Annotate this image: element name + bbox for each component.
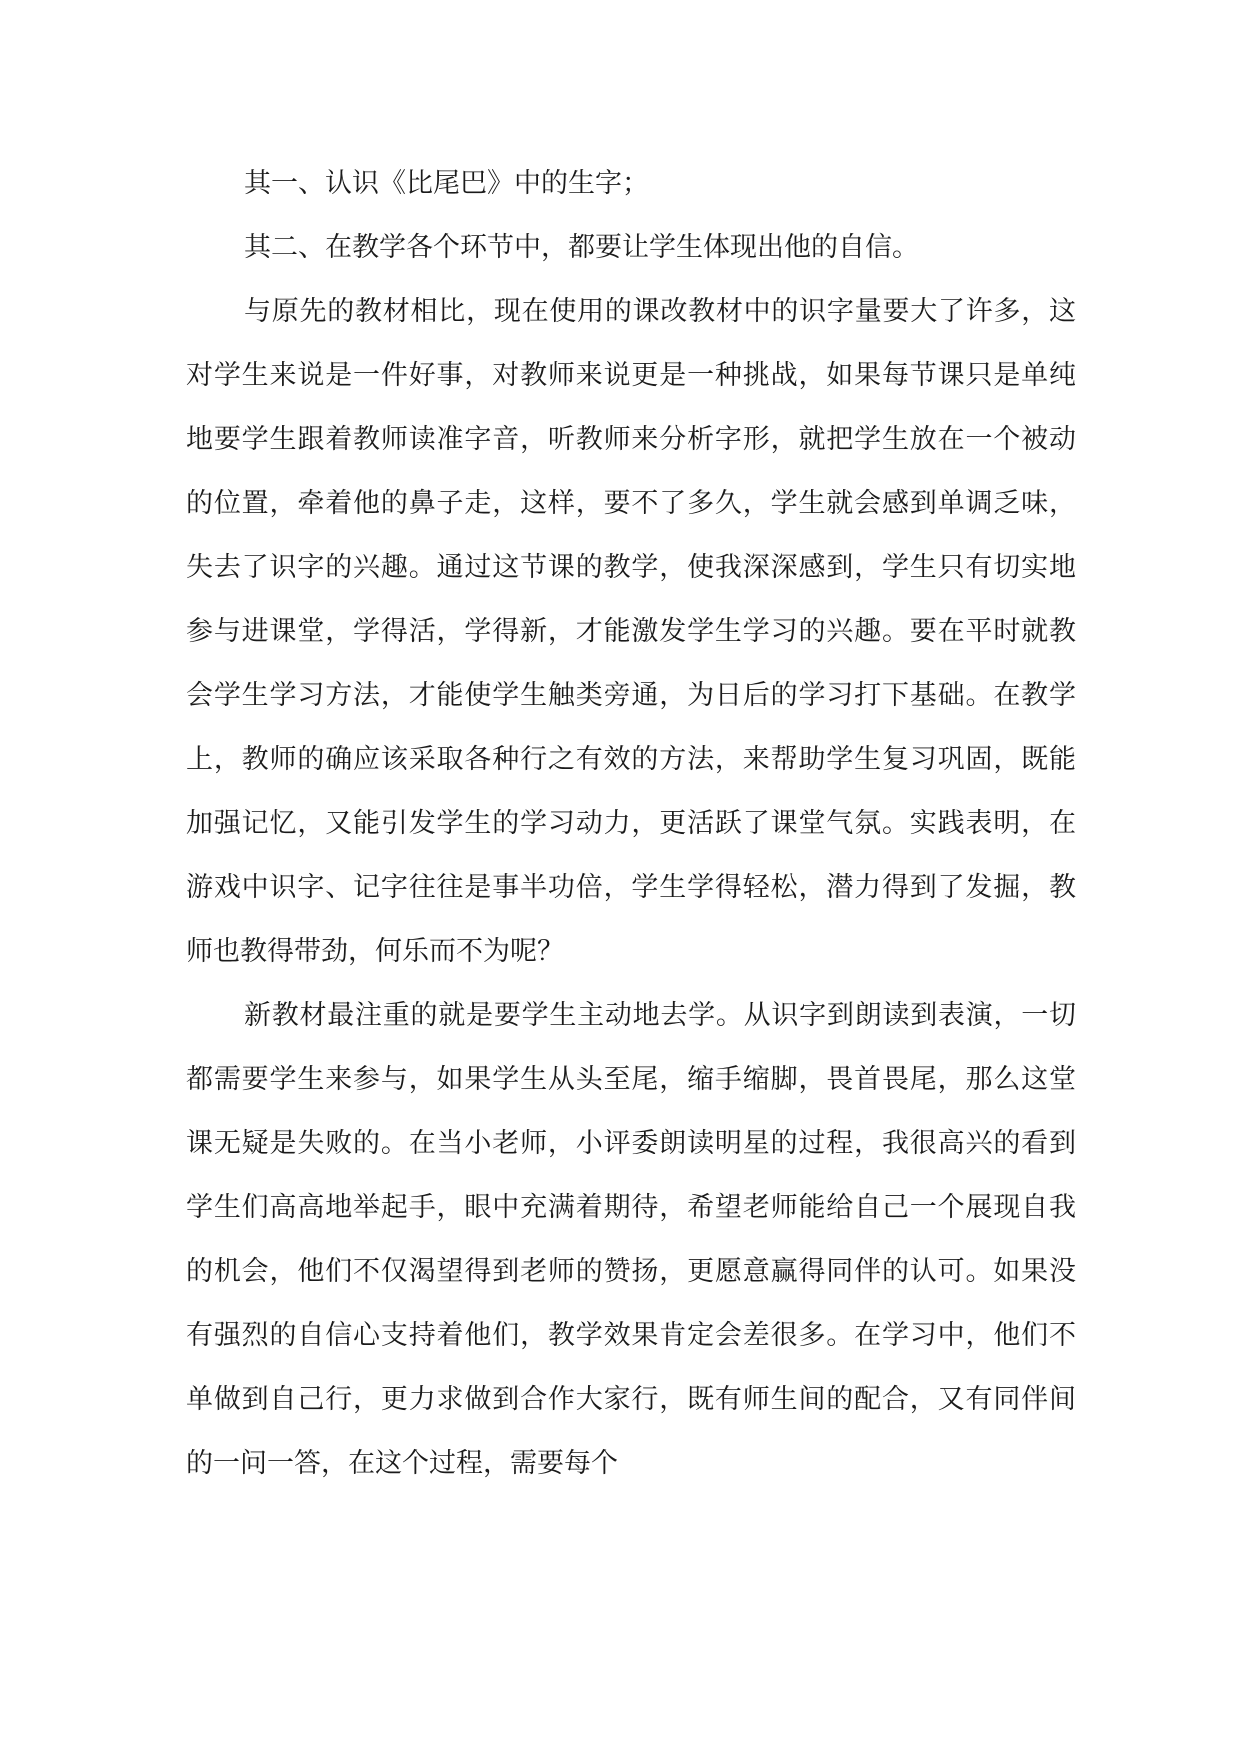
paragraph-3: 与原先的教材相比，现在使用的课改教材中的识字量要大了许多，这对学生来说是一件好事，对教师来说更是一种挑战，如果每节课只是单纯地要学生跟着教师读准字音，听教师来分析字形，就把学生放在一个被动的位置，牵着他的鼻子走，这样，要不了多久，学生就会感到单调乏味，失去了识字的兴趣。通过这节课的教学，使我深深感到，学生只有切实地参与进课堂，学得活，学得新，才能激发学生学习的兴趣。要在平时就教会学生学习方法，才能使学生触类旁通，为日后的学习打下基础。在教学上，教师的确应该采取各种行之有效的方法，来帮助学生复习巩固，既能加强记忆，又能引发学生的学习动力，更活跃了课堂气氛。实践表明，在游戏中识字、记字往往是事半功倍，学生学得轻松，潜力得到了发掘，教师也教得带劲，何乐而不为呢？	[186, 296, 1076, 967]
paragraph-2: 其二、在教学各个环节中，都要让学生体现出他的自信。	[244, 232, 919, 263]
paragraph-1: 其一、认识《比尾巴》中的生字；	[244, 168, 649, 199]
document-body	[186, 152, 1076, 1496]
paragraph-4: 新教材最注重的就是要学生主动地去学。从识字到朗读到表演，一切都需要学生来参与，如果学生从头至尾，缩手缩脚，畏首畏尾，那么这堂课无疑是失败的。在当小老师，小评委朗读明星的过程，我很高兴的看到学生们高高地举起手，眼中充满着期待，希望老师能给自己一个展现自我的机会，他们不仅渴望得到老师的赞扬，更愿意赢得同伴的认可。如果没有强烈的自信心支持着他们，教学效果肯定会差很多。在学习中，他们不单做到自己行，更力求做到合作大家行，既有师生间的配合，又有同伴间的一问一答，在这个过程，需要每个	[186, 1000, 1076, 1479]
